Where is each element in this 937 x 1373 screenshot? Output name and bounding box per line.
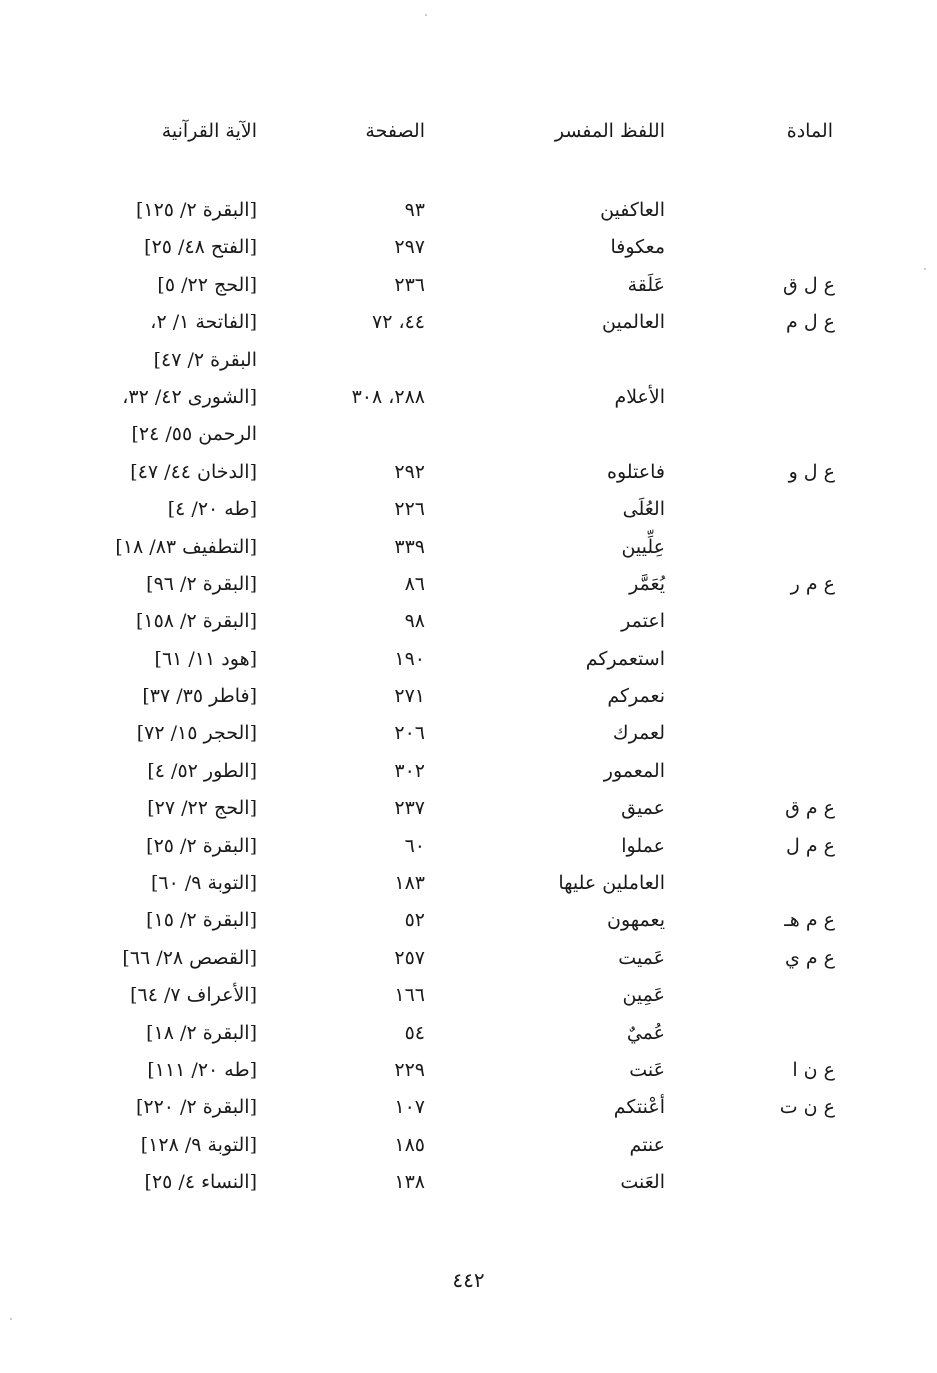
- page-cell: ١٣٨: [394, 1171, 425, 1194]
- page-cell: ٣٣٩: [394, 535, 425, 558]
- table-row: [0, 603, 937, 640]
- table-row: [0, 753, 937, 790]
- header-verse: الآية القرآنية: [161, 120, 257, 142]
- verse-cell: [طه ٢٠/ ٤]: [167, 498, 257, 521]
- verse-cell: [البقرة ٢/ ١٥]: [146, 909, 257, 932]
- word-cell: فاعتلوه: [606, 460, 665, 483]
- page-cell: ٢٣٦: [394, 273, 425, 296]
- word-cell: نعمركم: [607, 685, 665, 708]
- word-cell: عُميٌ: [626, 1021, 665, 1044]
- root-cell: ع م ق: [785, 797, 835, 820]
- table-row: [0, 678, 937, 715]
- scan-speck: [425, 14, 427, 16]
- word-cell: استعمركم: [585, 647, 665, 670]
- page-cell: ٣٠٢: [394, 759, 425, 782]
- word-cell: عَمِين: [622, 984, 665, 1007]
- word-cell: عِلِّيين: [621, 535, 665, 558]
- table-row: [0, 566, 937, 603]
- table-row: [0, 902, 937, 939]
- verse-cell: [البقرة ٢/ ١٢٥]: [135, 199, 257, 221]
- word-cell: العاملين عليها: [558, 872, 665, 895]
- word-cell: عَلَقة: [627, 273, 665, 296]
- header-root: المادة: [786, 120, 833, 142]
- word-cell: الأعلام: [614, 385, 665, 408]
- word-cell: العاكفين: [600, 199, 665, 221]
- table-row: [0, 229, 937, 266]
- page-cell: ٢٥٧: [394, 946, 425, 969]
- page-cell: ٢٠٦: [394, 722, 425, 745]
- verse-cell: [الشورى ٤٢/ ٣٢،: [122, 385, 257, 408]
- verse-cell: [الدخان ٤٤/ ٤٧]: [130, 460, 257, 483]
- page-cell: ١٦٦: [394, 984, 425, 1007]
- root-cell: ع ل و: [788, 460, 835, 483]
- page-cell: ١٨٥: [394, 1133, 425, 1156]
- table-row: [0, 416, 937, 453]
- page-cell: ٥٤: [404, 1021, 425, 1044]
- verse-cell: [الفتح ٤٨/ ٢٥]: [144, 236, 257, 259]
- index-table: [0, 192, 937, 1202]
- table-row: [0, 1052, 937, 1089]
- verse-cell: الرحمن ٥٥/ ٢٤]: [131, 423, 257, 446]
- table-row: [0, 304, 937, 341]
- header-word: اللفظ المفسر: [554, 120, 665, 142]
- root-cell: ع ل م: [786, 311, 835, 334]
- table-row: [0, 192, 937, 229]
- verse-cell: [النساء ٤/ ٢٥]: [144, 1171, 257, 1194]
- table-row: [0, 715, 937, 752]
- page-cell: ٢٢٦: [394, 498, 425, 521]
- table-row: [0, 529, 937, 566]
- word-cell: معكوفا: [610, 236, 665, 259]
- table-row: [0, 865, 937, 902]
- page-number: ٤٤٢: [452, 1268, 485, 1292]
- table-header: [0, 114, 937, 148]
- verse-cell: [طه ٢٠/ ١١١]: [147, 1058, 257, 1081]
- verse-cell: البقرة ٢/ ٤٧]: [153, 348, 257, 371]
- page-cell: ٢٣٧: [394, 797, 425, 820]
- verse-cell: [التوبة ٩/ ١٢٨]: [140, 1133, 257, 1156]
- table-row: [0, 491, 937, 528]
- page-cell: ١٠٧: [394, 1096, 425, 1119]
- root-cell: ع م ر: [790, 572, 835, 595]
- word-cell: العُلَى: [622, 498, 665, 521]
- page-cell: ٤٤، ٧٢: [371, 311, 425, 334]
- verse-cell: [الطور ٥٢/ ٤]: [147, 759, 257, 782]
- table-row: [0, 1089, 937, 1126]
- root-cell: ع م ل: [786, 834, 835, 857]
- root-cell: ع ل ق: [783, 273, 835, 296]
- word-cell: المعمور: [603, 759, 665, 782]
- verse-cell: [التوبة ٩/ ٦٠]: [150, 872, 257, 895]
- verse-cell: [البقرة ٢/ ٢٥]: [146, 834, 257, 857]
- page-cell: ٩٣: [404, 199, 425, 221]
- page-cell: ٢٩٢: [394, 460, 425, 483]
- word-cell: عنتم: [629, 1133, 665, 1156]
- verse-cell: [الحجر ١٥/ ٧٢]: [136, 722, 257, 745]
- table-row: [0, 1164, 937, 1201]
- root-cell: ع ن ت: [779, 1096, 835, 1119]
- table-row: [0, 342, 937, 379]
- verse-cell: [البقرة ٢/ ١٥٨]: [135, 610, 257, 633]
- table-row: [0, 267, 937, 304]
- verse-cell: [فاطر ٣٥/ ٣٧]: [142, 685, 257, 708]
- verse-cell: [الحج ٢٢/ ٢٧]: [147, 797, 257, 820]
- verse-cell: [الفاتحة ١/ ٢،: [150, 311, 257, 334]
- table-row: [0, 828, 937, 865]
- scan-speck: [10, 1318, 12, 1320]
- page-cell: ٢٨٨، ٣٠٨: [351, 385, 425, 408]
- verse-cell: [الحج ٢٢/ ٥]: [157, 273, 257, 296]
- page-cell: ٦٠: [404, 834, 425, 857]
- table-row: [0, 977, 937, 1014]
- page-cell: ٢٩٧: [394, 236, 425, 259]
- root-cell: ع م هـ: [784, 909, 835, 932]
- table-row: [0, 940, 937, 977]
- table-row: [0, 790, 937, 827]
- verse-cell: [البقرة ٢/ ٢٢٠]: [135, 1096, 257, 1119]
- word-cell: اعتمر: [621, 610, 665, 633]
- verse-cell: [الأعراف ٧/ ٦٤]: [130, 984, 257, 1007]
- word-cell: عملوا: [621, 834, 665, 857]
- table-row: [0, 454, 937, 491]
- page-cell: ٩٨: [404, 610, 425, 633]
- verse-cell: [البقرة ٢/ ٩٦]: [146, 572, 257, 595]
- word-cell: عميق: [621, 797, 665, 820]
- page-cell: ٢٧١: [394, 685, 425, 708]
- verse-cell: [القصص ٢٨/ ٦٦]: [122, 946, 257, 969]
- page-cell: ١٩٠: [394, 647, 425, 670]
- page-cell: ٥٢: [404, 909, 425, 932]
- word-cell: العَنت: [620, 1171, 665, 1194]
- table-row: [0, 1015, 937, 1052]
- word-cell: يعمهون: [607, 909, 665, 932]
- root-cell: ع ن ا: [792, 1058, 835, 1081]
- page-cell: ١٨٣: [394, 872, 425, 895]
- verse-cell: [البقرة ٢/ ١٨]: [146, 1021, 257, 1044]
- word-cell: عَميت: [618, 946, 665, 969]
- word-cell: لعمرك: [612, 722, 665, 745]
- word-cell: العالمين: [602, 311, 665, 334]
- word-cell: يُعَمَّر: [629, 572, 665, 595]
- table-row: [0, 379, 937, 416]
- table-row: [0, 641, 937, 678]
- table-row: [0, 1127, 937, 1164]
- page-cell: ٢٢٩: [394, 1058, 425, 1081]
- page-cell: ٨٦: [404, 572, 425, 595]
- verse-cell: [التطفيف ٨٣/ ١٨]: [115, 535, 257, 558]
- root-cell: ع م ي: [784, 946, 835, 969]
- verse-cell: [هود ١١/ ٦١]: [154, 647, 257, 670]
- word-cell: عَنت: [629, 1058, 665, 1081]
- word-cell: أعْنتكم: [613, 1096, 665, 1119]
- header-page: الصفحة: [365, 120, 425, 142]
